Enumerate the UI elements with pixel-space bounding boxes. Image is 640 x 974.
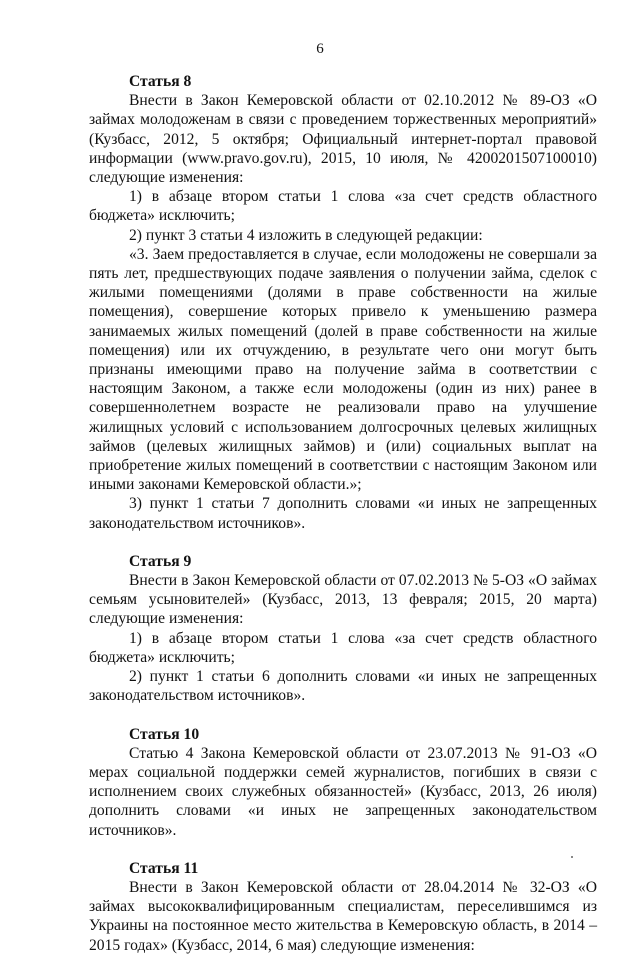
article-paragraph: Внести в Закон Кемеровской области от 02.10.2012 № 89-ОЗ «О займах молодоженам в связи с проведением торжественных мероприятий» (Кузбасс, 2012, 5 октября; Официальный интернет-портал правовой информации (www.pravo.gov.ru), 2015, 10 июля, № 4200201507100010) следующие изменения: [89, 92, 597, 187]
article-paragraph: 2) пункт 3 статьи 4 изложить в следующей редакции: [129, 226, 483, 244]
article-paragraph: 1) в абзаце втором статьи 1 слова «за счет средств областного бюджета» исключить; [89, 629, 597, 666]
scan-speck [571, 856, 573, 858]
article-11 [89, 859, 597, 955]
article-paragraph: Статью 4 Закона Кемеровской области от 23.07.2013 № 91-ОЗ «О мерах социальной поддержки семей журналистов, погибших в связи с исполнением своих служебных обязанностей» (Кузбасс, 2013, 26 июля) дополнить словами «и иных не запрещенных законодательством источников». [89, 744, 597, 839]
article-9 [89, 552, 597, 706]
article-paragraph: «3. Заем предоставляется в случае, если молодожены не совершали за пять лет, предшествующих подаче заявления о получении займа, сделок с жилыми помещениями (долями в праве собственности на жилые помещения), совершение которых привело к уменьшению размера занимаемых жилых помещений (долей в праве собственности на жилые помещения) или их отчуждению, в результате чего они могут быть признаны имеющими право на получение займа в соответствии с настоящим Законом, а также если молодожены (один из них) ранее в совершеннолетнем возрасте не реализовали право на улучшение жилищных условий с использованием долгосрочных целевых жилищных займов (целевых жилищных займов) и (или) социальных выплат на приобретение жилых помещений в соответствии с настоящим Законом или иными законами Кемеровской области.»; [89, 245, 597, 494]
page-number: 6 [316, 41, 324, 57]
article-paragraph: Внести в Закон Кемеровской области от 07.02.2013 № 5-ОЗ «О займах семьям усыновителей» (Кузбасс, 2013, 13 февраля; 2015, 20 марта) следующие изменения: [89, 572, 597, 628]
article-title: Статья 10 [129, 725, 200, 743]
article-paragraph: Внести в Закон Кемеровской области от 28.04.2014 № 32-ОЗ «О займах высококвалифицированным специалистам, переселившимся из Украины на постоянное место жительства в Кемеровскую область, в 2014 – 2015 годах» (Кузбасс, 2014, 6 мая) следующие изменения: [89, 878, 597, 954]
article-title: Статья 11 [129, 859, 199, 877]
article-paragraph: 2) пункт 1 статьи 6 дополнить словами «и иных не запрещенных законодательством источников». [89, 668, 597, 705]
article-paragraph: 3) пункт 1 статьи 7 дополнить словами «и иных не запрещенных законодательством источников». [89, 495, 597, 532]
article-10 [89, 725, 597, 840]
article-paragraph: 1) в абзаце втором статьи 1 слова «за счет средств областного бюджета» исключить; [89, 188, 597, 225]
article-title: Статья 8 [129, 73, 192, 90]
document-body [89, 72, 597, 974]
article-title: Статья 9 [129, 552, 192, 570]
article-8 [89, 72, 597, 533]
